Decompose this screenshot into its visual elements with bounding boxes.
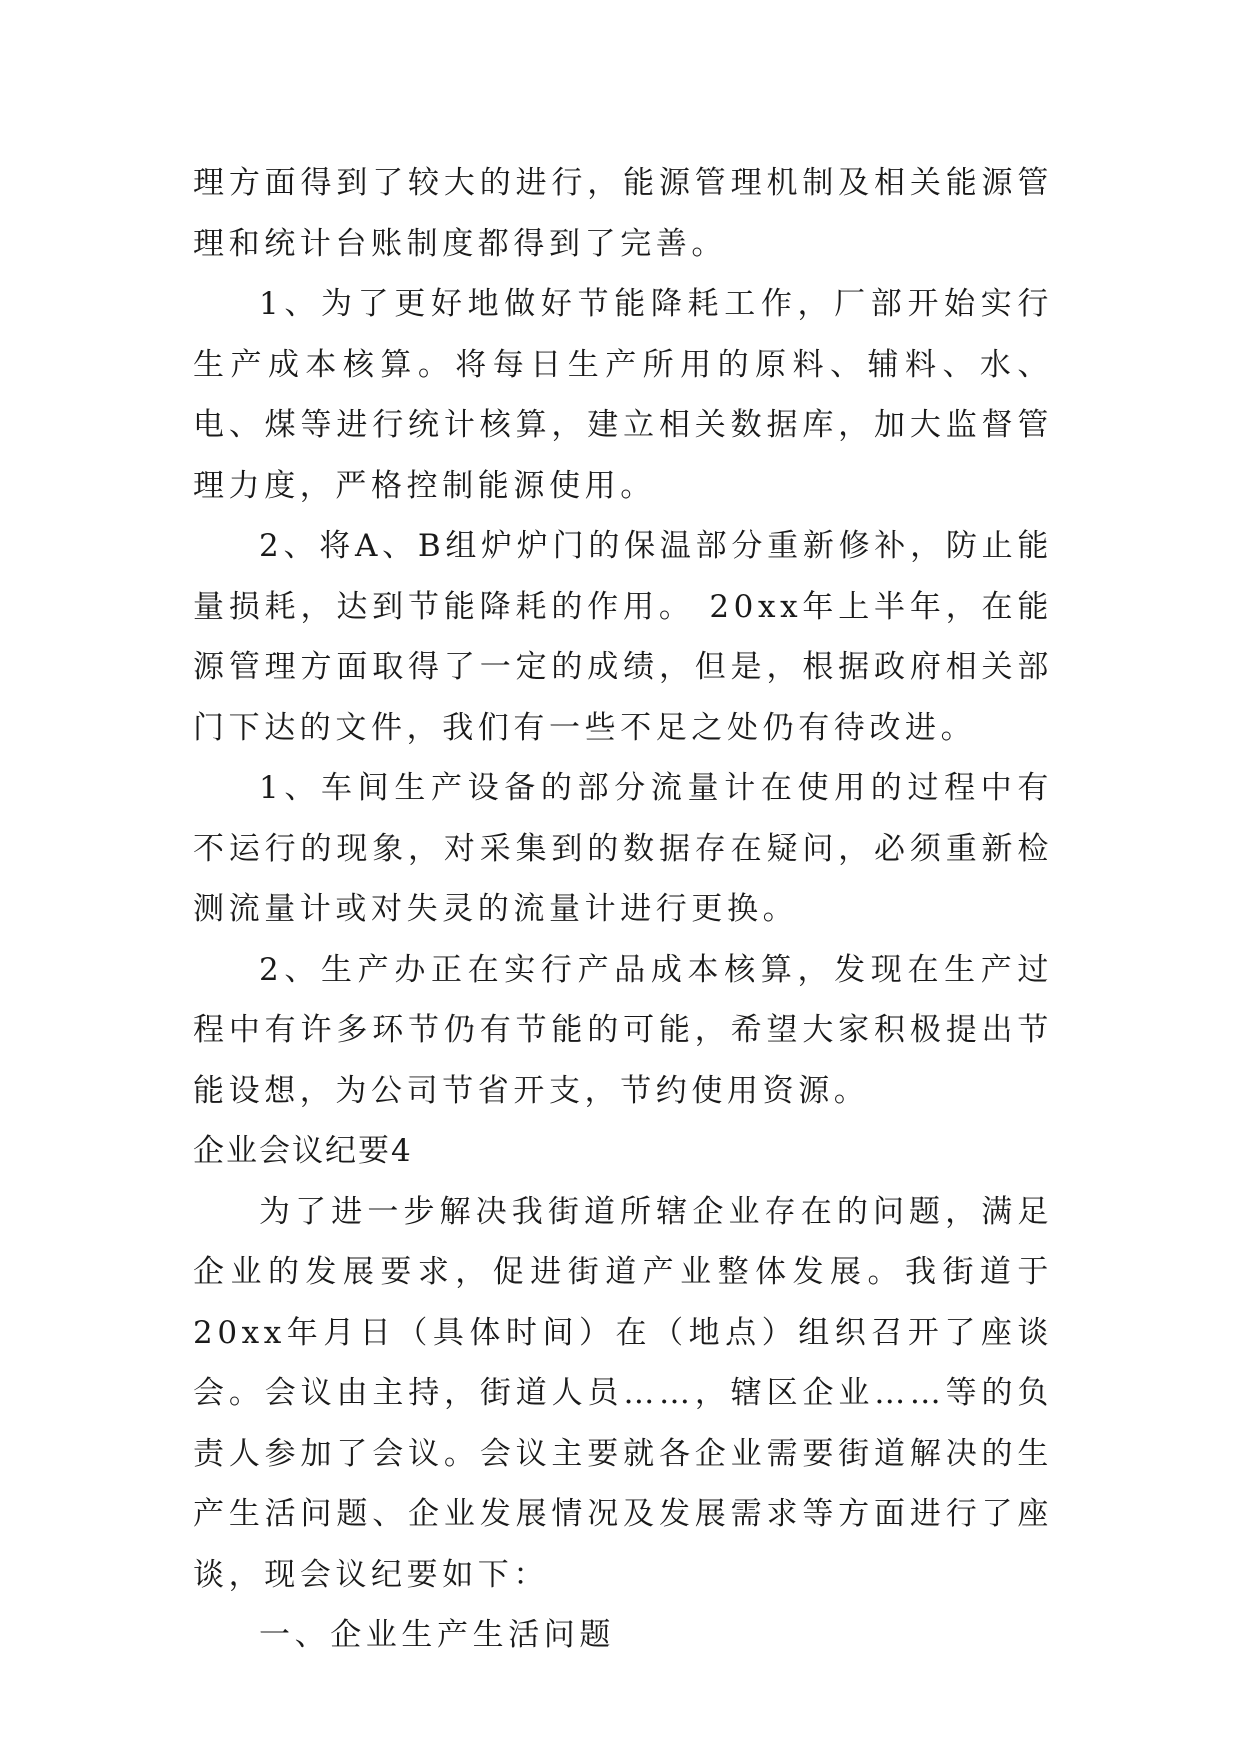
body-paragraph: 为了进一步解决我街道所辖企业存在的问题，满足企业的发展要求，促进街道产业整体发展。我街道于20xx年月日（具体时间）在（地点）组织召开了座谈会。会议由主持，街道人员……，辖区企业……等的负责人参加了会议。会议主要就各企业需要街道解决的生产生活问题、企业发展情况及发展需求等方面进行了座谈，现会议纪要如下： (193, 1193, 1053, 1593)
body-paragraph: 2、生产办正在实行产品成本核算，发现在生产过程中有许多环节仍有节能的可能，希望大家积极提出节能设想，为公司节省开支，节约使用资源。 (193, 951, 1053, 1109)
document-body (193, 153, 1053, 1666)
body-paragraph: 理方面得到了较大的进行，能源管理机制及相关能源管理和统计台账制度都得到了完善。 (193, 165, 1053, 262)
body-paragraph: 2、将A、B组炉炉门的保温部分重新修补，防止能量损耗，达到节能降耗的作用。 20xx年上半年，在能源管理方面取得了一定的成绩，但是，根据政府相关部门下达的文件，我们有一些不足之处仍有待改进。 (193, 528, 1053, 746)
body-paragraph: 1、车间生产设备的部分流量计在使用的过程中有不运行的现象，对采集到的数据存在疑问，必须重新检测流量计或对失灵的流量计进行更换。 (193, 770, 1053, 927)
subsection-heading: 一、企业生产生活问题 (259, 1617, 615, 1653)
body-paragraph: 1、为了更好地做好节能降耗工作，厂部开始实行生产成本核算。将每日生产所用的原料、辅料、水、电、煤等进行统计核算，建立相关数据库，加大监督管理力度，严格控制能源使用。 (193, 286, 1053, 504)
section-heading: 企业会议纪要4 (193, 1133, 413, 1169)
